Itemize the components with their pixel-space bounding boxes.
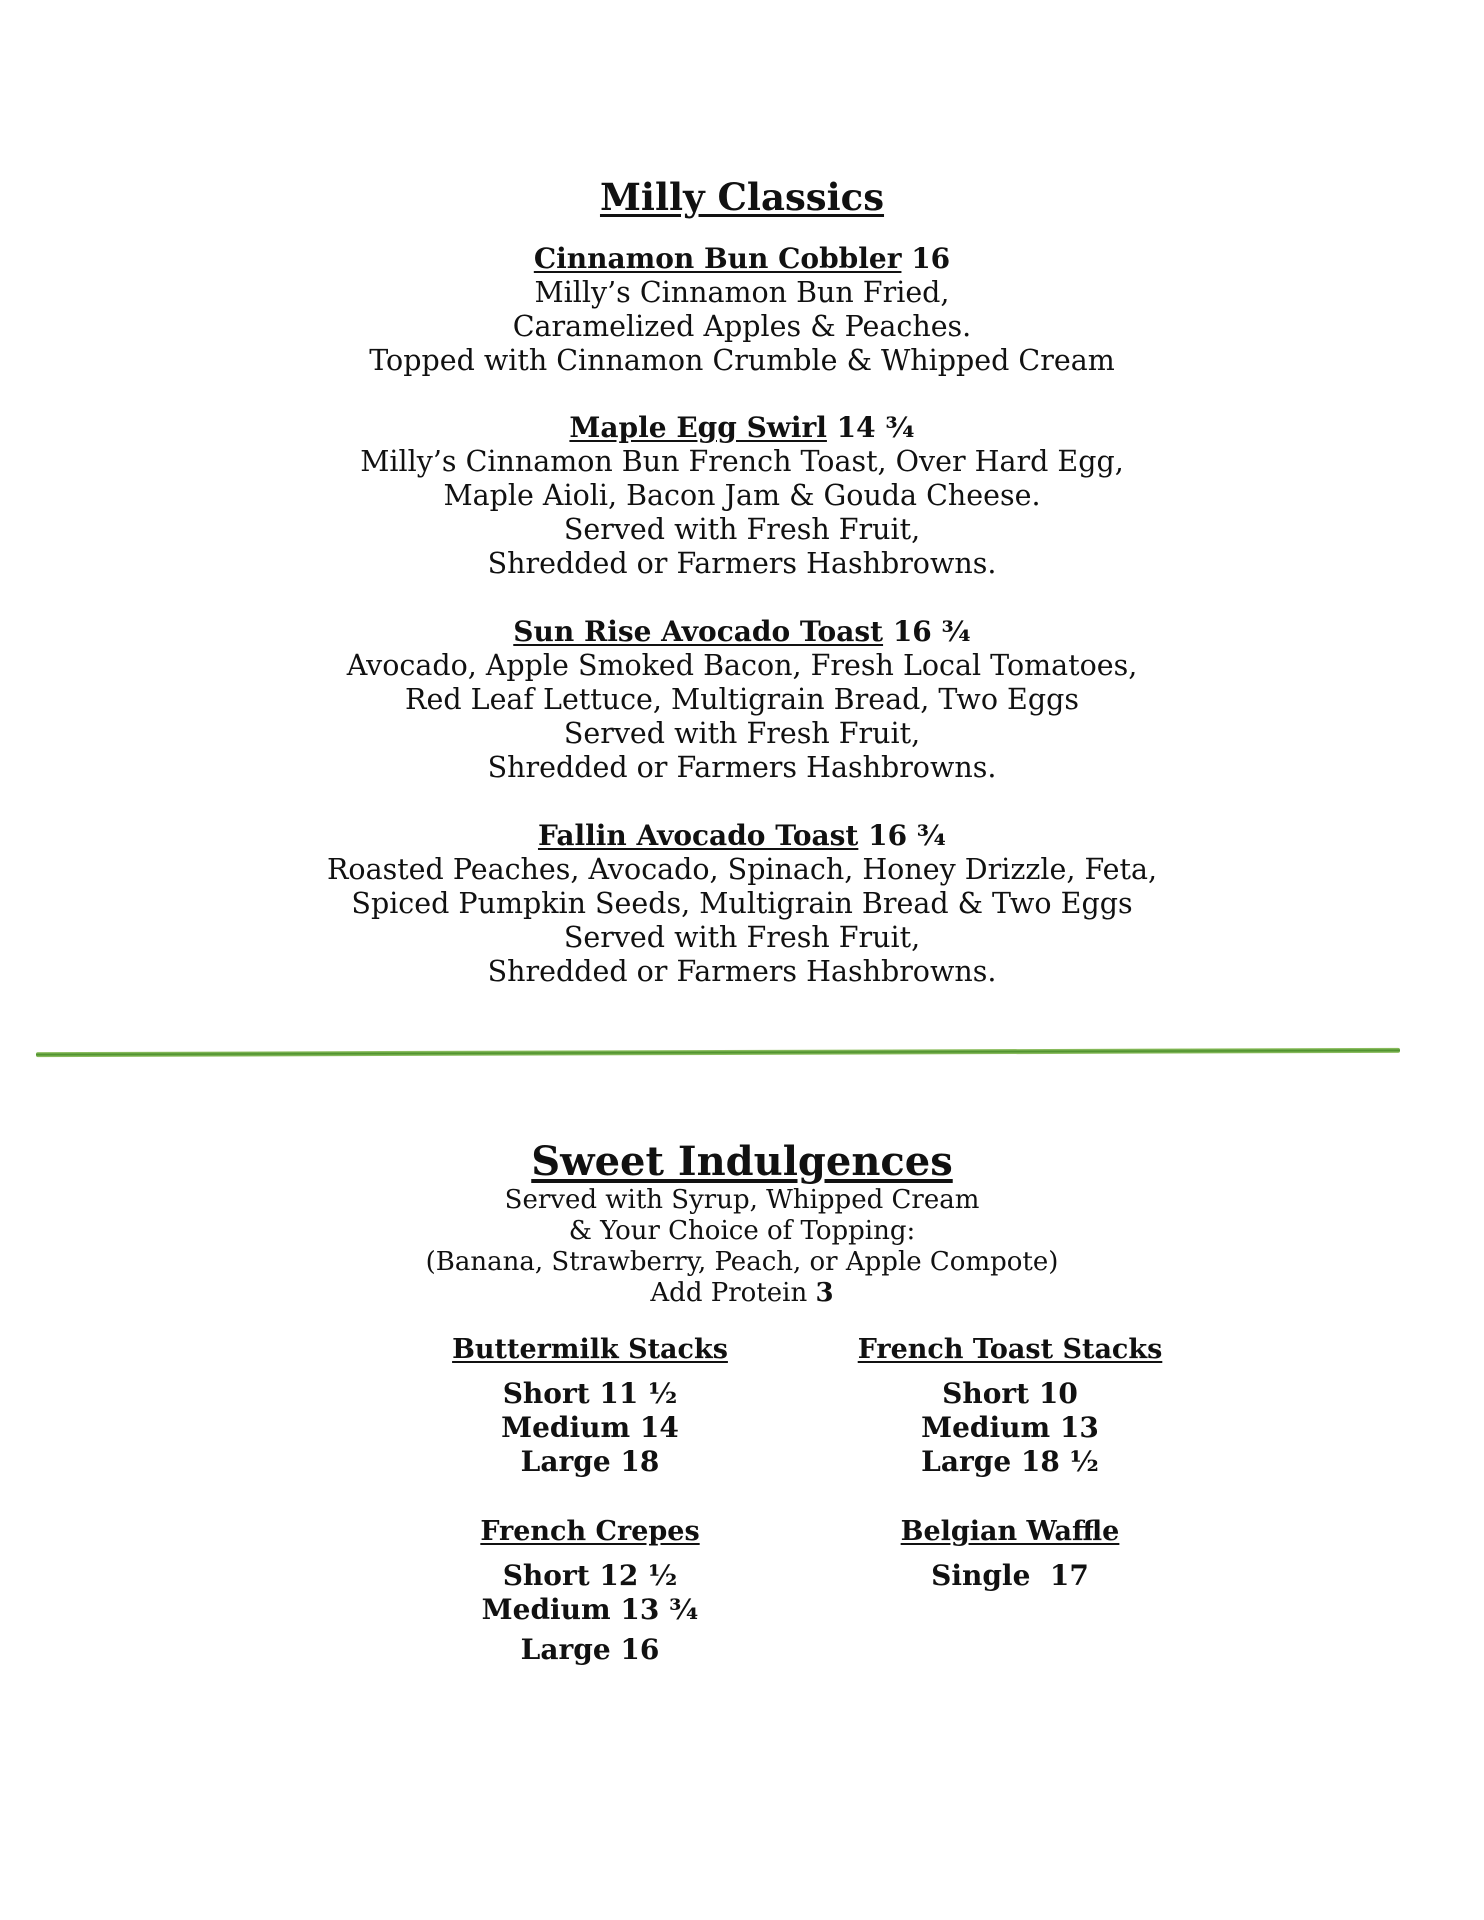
item-description-line: Served with Fresh Fruit, [563,513,921,546]
add-protein-label: Add Protein [650,1278,808,1308]
stack-belgian-waffle [800,1515,1220,1593]
item-description-line: Topped with Cinnamon Crumble & Whipped Cream [369,344,1115,377]
item-description-line: Caramelized Apples & Peaches. [512,310,972,343]
stack-french-crepes [380,1515,800,1667]
item-price: 16 ¾ [868,819,947,852]
stack-price: Short 10 [942,1377,1078,1410]
item-description-line: Red Leaf Lettuce, Multigrain Bread, Two Eggs [405,683,1079,716]
item-description-line: Milly’s Cinnamon Bun French Toast, Over Hard Egg, [360,445,1124,478]
item-description-line: Avocado, Apple Smoked Bacon, Fresh Local Tomatoes, [346,649,1138,682]
stack-price: Medium 13 [921,1411,1099,1444]
menu-item [0,411,1484,581]
menu-item [0,819,1484,989]
stack-french-toast [800,1333,1220,1479]
item-description-line: Shredded or Farmers Hashbrowns. [487,547,997,580]
item-name: Maple Egg Swirl [569,411,827,444]
stack-name: Buttermilk Stacks [452,1334,728,1365]
section-title-milly-classics: Milly Classics [599,175,885,219]
item-description-line: Maple Aioli, Bacon Jam & Gouda Cheese. [443,479,1041,512]
item-description-line: Shredded or Farmers Hashbrowns. [487,955,997,988]
item-name: Sun Rise Avocado Toast [513,615,884,648]
intro-line: Served with Syrup, Whipped Cream [504,1185,980,1215]
stack-buttermilk [380,1333,800,1479]
item-description-line: Milly’s Cinnamon Bun Fried, [534,276,950,309]
stack-name: Belgian Waffle [900,1516,1120,1547]
item-name: Fallin Avocado Toast [537,819,859,852]
item-price: 16 ¾ [892,615,971,648]
item-price: 16 [911,242,951,275]
item-description-line: Roasted Peaches, Avocado, Spinach, Honey Drizzle, Feta, [326,853,1158,886]
item-description-line: Served with Fresh Fruit, [563,717,921,750]
section-title-sweet-indulgences: Sweet Indulgences [531,1138,953,1185]
item-description-line: Spiced Pumpkin Seeds, Multigrain Bread & Two Eggs [351,887,1133,920]
item-description-line: Served with Fresh Fruit, [563,921,921,954]
intro-line: & Your Choice of Topping: [568,1216,916,1246]
stack-name: French Toast Stacks [857,1334,1163,1365]
menu-item [0,615,1484,785]
stack-price: Medium 14 [501,1411,679,1444]
stack-price: Single 17 [931,1559,1089,1592]
stack-name: French Crepes [480,1516,700,1547]
sweet-intro [0,1185,1484,1309]
menu-item [0,242,1484,378]
stack-price: Large 18 [520,1445,660,1478]
stack-price: Medium 13 ¾ [481,1593,699,1626]
intro-line: (Banana, Strawberry, Peach, or Apple Compote) [425,1247,1059,1277]
add-protein-line [0,1278,1484,1309]
add-protein-price: 3 [815,1278,834,1308]
section-divider [36,1048,1400,1057]
stack-price: Short 12 ½ [502,1559,678,1592]
stack-price: Large 18 ½ [921,1445,1099,1478]
item-price: 14 ¾ [836,411,915,444]
item-name: Cinnamon Bun Cobbler [533,242,902,275]
stack-price: Short 11 ½ [502,1377,678,1410]
item-description-line: Shredded or Farmers Hashbrowns. [487,751,997,784]
stack-price: Large 16 [520,1633,660,1666]
